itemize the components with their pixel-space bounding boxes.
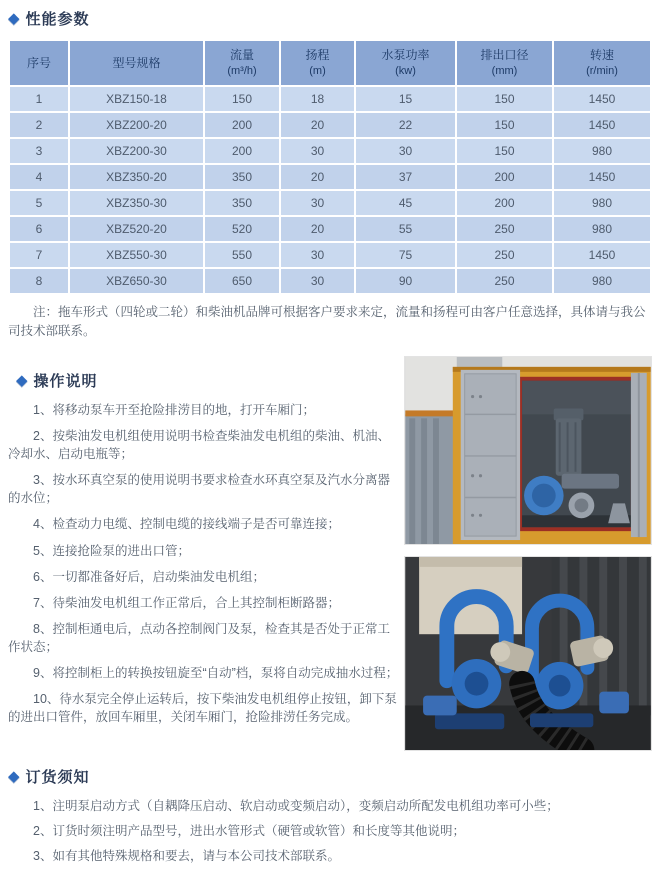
column-header-label: 序号 <box>26 55 51 70</box>
list-item: 3、按水环真空泵的使用说明书要求检查水环真空泵及汽水分离器的水位； <box>8 473 390 506</box>
section-ordering-title: 订货须知 <box>25 768 90 786</box>
table-cell: 350 <box>205 191 279 215</box>
table-cell: 30 <box>281 191 354 215</box>
section-operation-heading <box>16 370 400 391</box>
column-header-label: 型号规格 <box>112 55 161 70</box>
table-cell: 30 <box>281 269 354 293</box>
column-header-unit: (m) <box>309 64 326 77</box>
section-ordering-heading <box>8 766 652 787</box>
section-performance-heading <box>8 8 660 29</box>
column-header-label: 流量 <box>229 48 254 63</box>
table-cell: 980 <box>554 217 650 241</box>
table-cell: 45 <box>356 191 455 215</box>
performance-table-header-row <box>10 41 650 85</box>
table-cell: 1450 <box>554 113 650 137</box>
table-cell: 200 <box>457 191 552 215</box>
table-cell: 6 <box>10 217 68 241</box>
table-cell: 1450 <box>554 165 650 189</box>
performance-table <box>8 39 652 295</box>
table-cell: 520 <box>205 217 279 241</box>
operation-text-column <box>8 356 400 735</box>
table-cell: XBZ150-18 <box>70 87 203 111</box>
table-cell: 7 <box>10 243 68 267</box>
list-item: 2、按柴油发电机组使用说明书检查柴油发电机组的柴油、机油、冷却水、启动电瓶等； <box>8 428 390 461</box>
list-item: 8、控制柜通电后，点动各控制阀门及泵，检查其是否处于正常工作状态； <box>8 621 390 654</box>
operation-section <box>8 356 652 762</box>
section-operation-title: 操作说明 <box>33 372 98 390</box>
table-cell: 550 <box>205 243 279 267</box>
table-cell: 5 <box>10 191 68 215</box>
table-cell: 2 <box>10 113 68 137</box>
photo-column <box>400 356 652 762</box>
column-header <box>70 41 203 85</box>
table-note: 注：拖车形式（四轮或二轮）和柴油机品牌可根据客户要求来定，流量和扬程可由客户任意选择，具体请与我公司技术部联系。 <box>8 305 646 339</box>
table-cell: 350 <box>205 165 279 189</box>
list-item: 1、注明泵启动方式（自耦降压启动、软启动或变频启动），变频启动所配发电机组功率可小些； <box>33 798 559 813</box>
table-cell: 150 <box>457 139 552 163</box>
column-header-label: 排出口径 <box>480 48 529 63</box>
table-cell: XBZ550-30 <box>70 243 203 267</box>
table-cell: 980 <box>554 139 650 163</box>
table-cell: 15 <box>356 87 455 111</box>
table-row <box>10 139 650 163</box>
table-cell: 1450 <box>554 87 650 111</box>
column-header-label: 水泵功率 <box>381 48 430 63</box>
list-item: 6、一切都准备好后，启动柴油发电机组； <box>33 569 265 584</box>
table-cell: 1 <box>10 87 68 111</box>
container-pump-photo <box>404 356 652 545</box>
table-row <box>10 269 650 293</box>
column-header <box>281 41 354 85</box>
column-header <box>205 41 279 85</box>
list-item: 1、将移动泵车开至抢险排涝目的地，打开车厢门； <box>33 402 315 417</box>
column-header <box>356 41 455 85</box>
table-cell: 37 <box>356 165 455 189</box>
ordering-section <box>8 766 652 865</box>
table-row <box>10 191 650 215</box>
column-header-unit: (r/min) <box>586 64 618 77</box>
table-cell: 55 <box>356 217 455 241</box>
column-header-label: 扬程 <box>305 48 330 63</box>
table-cell: 200 <box>457 165 552 189</box>
table-cell: 30 <box>281 243 354 267</box>
table-cell: 650 <box>205 269 279 293</box>
table-cell: 150 <box>457 113 552 137</box>
table-cell: 22 <box>356 113 455 137</box>
table-cell: 200 <box>205 113 279 137</box>
table-row <box>10 87 650 111</box>
section-performance-title: 性能参数 <box>25 11 90 28</box>
table-cell: 150 <box>205 87 279 111</box>
table-row <box>10 113 650 137</box>
diamond-icon: ◆ <box>16 371 28 389</box>
column-header-label: 转速 <box>589 48 614 63</box>
table-cell: 20 <box>281 113 354 137</box>
diamond-icon: ◆ <box>8 10 20 27</box>
list-item: 3、如有其他特殊规格和要去，请与本公司技术部联系。 <box>33 849 340 863</box>
table-cell: 250 <box>457 269 552 293</box>
table-cell: 3 <box>10 139 68 163</box>
list-item: 10、待水泵完全停止运转后，按下柴油发电机组停止按钮，卸下泵的进出口管件，放回车厢里，关闭车厢门，抢险排涝任务完成。 <box>8 692 397 725</box>
table-cell: XBZ200-20 <box>70 113 203 137</box>
ordering-notes <box>8 797 652 865</box>
table-cell: 20 <box>281 165 354 189</box>
column-header <box>457 41 552 85</box>
table-cell: 18 <box>281 87 354 111</box>
list-item: 7、待柴油发电机组工作正常后，合上其控制柜断路器； <box>33 595 340 610</box>
diamond-icon: ◆ <box>8 767 20 785</box>
table-cell: 75 <box>356 243 455 267</box>
table-cell: 150 <box>457 87 552 111</box>
table-cell: 20 <box>281 217 354 241</box>
twin-pump-photo <box>404 556 652 751</box>
column-header-unit: (kw) <box>395 64 416 77</box>
table-row <box>10 243 650 267</box>
table-row <box>10 217 650 241</box>
list-item: 4、检查动力电缆、控制电缆的接线端子是否可靠连接； <box>33 517 340 532</box>
column-header <box>10 41 68 85</box>
table-cell: 30 <box>281 139 354 163</box>
performance-table-body <box>10 87 650 293</box>
table-cell: 8 <box>10 269 68 293</box>
list-item: 9、将控制柜上的转换按钮旋至“自动”档，泵将自动完成抽水过程； <box>33 666 399 681</box>
table-cell: XBZ350-20 <box>70 165 203 189</box>
column-header-unit: (m³/h) <box>227 64 257 77</box>
table-cell: XBZ350-30 <box>70 191 203 215</box>
list-item: 5、连接抢险泵的进出口管； <box>33 543 190 558</box>
operation-steps <box>8 401 400 727</box>
table-cell: XBZ520-20 <box>70 217 203 241</box>
table-cell: 250 <box>457 243 552 267</box>
list-item: 2、订货时须注明产品型号，进出水管形式（硬管或软管）和长度等其他说明； <box>33 823 465 838</box>
table-cell: 30 <box>356 139 455 163</box>
table-cell: 250 <box>457 217 552 241</box>
table-cell: 200 <box>205 139 279 163</box>
table-cell: 4 <box>10 165 68 189</box>
table-cell: 980 <box>554 269 650 293</box>
table-cell: 1450 <box>554 243 650 267</box>
column-header <box>554 41 650 85</box>
column-header-unit: (mm) <box>491 64 518 77</box>
table-cell: 980 <box>554 191 650 215</box>
table-row <box>10 165 650 189</box>
table-cell: XBZ200-30 <box>70 139 203 163</box>
table-cell: XBZ650-30 <box>70 269 203 293</box>
table-cell: 90 <box>356 269 455 293</box>
